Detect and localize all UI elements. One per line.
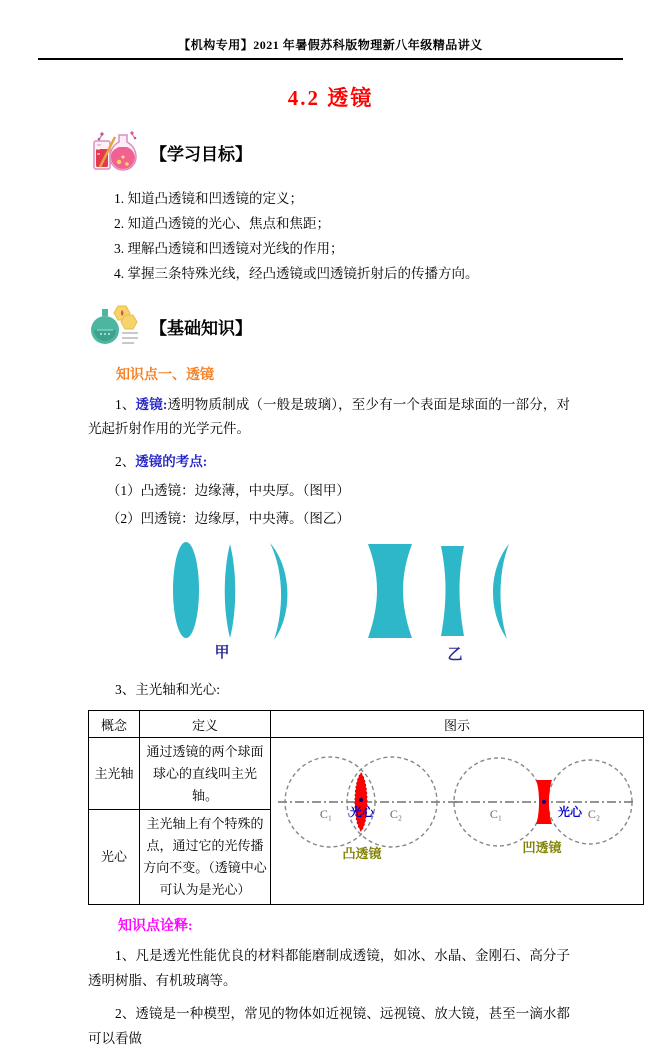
notes-heading: 知识点诠释:	[118, 919, 193, 934]
concave-optical-center-label: 光心	[557, 805, 583, 819]
lens-exam-points-line	[88, 450, 570, 474]
lens-keyword: 透镜:	[135, 397, 168, 412]
goal-item: 4. 掌握三条特殊光线，经凸透镜或凹透镜折射后的传播方向。	[114, 266, 479, 281]
convex-optical-center-label: 光心	[349, 805, 375, 819]
principal-axis-line: 3、主光轴和光心:	[115, 682, 221, 697]
basics-heading: 【基础知识】	[150, 318, 252, 338]
concept-optical-center: 光心	[89, 810, 140, 905]
concave-center-diagram	[454, 758, 634, 855]
item-number: 2、	[115, 454, 136, 469]
col-header-diagram: 图示	[271, 711, 644, 738]
convex-lens-shapes	[173, 542, 287, 640]
page-title: 4.2 透镜	[287, 86, 374, 110]
definition-optical-center: 主光轴上有个特殊的点，通过它的光传播方向不变。（透镜中心可认为是光心）	[140, 810, 271, 905]
chemistry-flasks-icon	[88, 129, 144, 175]
goals-list	[114, 186, 634, 286]
document-header: 【机构专用】2021 年暑假苏科版物理新八年级精品讲义	[178, 38, 483, 52]
table-row	[89, 738, 644, 810]
exam-points-keyword: 透镜的考点:	[135, 454, 208, 469]
item-number: 1、	[115, 397, 136, 412]
goal-item: 3. 理解凸透镜和凹透镜对光线的作用；	[114, 241, 344, 256]
convex-center-diagram	[278, 757, 458, 861]
knowledge-point-title: 知识点一、透镜	[116, 368, 214, 383]
goal-item: 2. 知道凸透镜的光心、焦点和焦距；	[114, 216, 330, 231]
goals-heading-row	[88, 128, 634, 176]
lens-shapes-figure	[158, 538, 634, 666]
concave-lens-shapes	[368, 544, 509, 639]
convex-c1-label: C₁	[319, 807, 333, 821]
definition-principal-axis: 通过透镜的两个球面球心的直线叫主光轴。	[140, 738, 271, 810]
col-header-definition: 定义	[140, 711, 271, 738]
green-flask-hexagon-icon	[88, 303, 144, 349]
concave-lens-point: （2）凹透镜：边缘厚，中央薄。（图乙）	[106, 511, 350, 526]
convex-lens-point: （1）凸透镜：边缘薄，中央厚。（图甲）	[106, 483, 350, 498]
axis-table-wrap	[88, 710, 634, 905]
goal-item: 1. 知道凸透镜和凹透镜的定义；	[114, 191, 303, 206]
concave-c2-label: C₂	[587, 807, 601, 821]
concave-c1-label: C₁	[489, 807, 503, 821]
goals-heading: 【学习目标】	[150, 144, 252, 164]
figure-label-yi: 乙	[447, 647, 463, 662]
basics-heading-row	[88, 302, 634, 350]
content-area	[88, 128, 634, 1051]
lens-definition-paragraph	[88, 393, 570, 441]
col-header-concept: 概念	[89, 711, 140, 738]
header-divider	[38, 58, 623, 60]
note-paragraph: 1、凡是透光性能优良的材料都能磨制成透镜，如冰、水晶、金刚石、高分子透明树脂、有机玻璃等。	[88, 948, 570, 988]
axis-optical-center-table	[88, 710, 644, 905]
concept-principal-axis: 主光轴	[89, 738, 140, 810]
figure-label-jia: 甲	[214, 645, 230, 661]
lens-definition-text: 透明物质制成（一般是玻璃），至少有一个表面是球面的一部分，对光起折射作用的光学元件。	[88, 397, 571, 436]
concave-lens-name-label: 凹透镜	[522, 840, 562, 855]
lens-center-diagram-cell	[271, 738, 644, 905]
note-paragraph: 2、透镜是一种模型，常见的物体如近视镜、远视镜、放大镜，甚至一滴水都可以看做	[88, 1006, 570, 1046]
convex-c2-label: C₂	[389, 807, 403, 821]
convex-lens-name-label: 凸透镜	[342, 846, 382, 861]
table-header-row	[89, 711, 644, 738]
